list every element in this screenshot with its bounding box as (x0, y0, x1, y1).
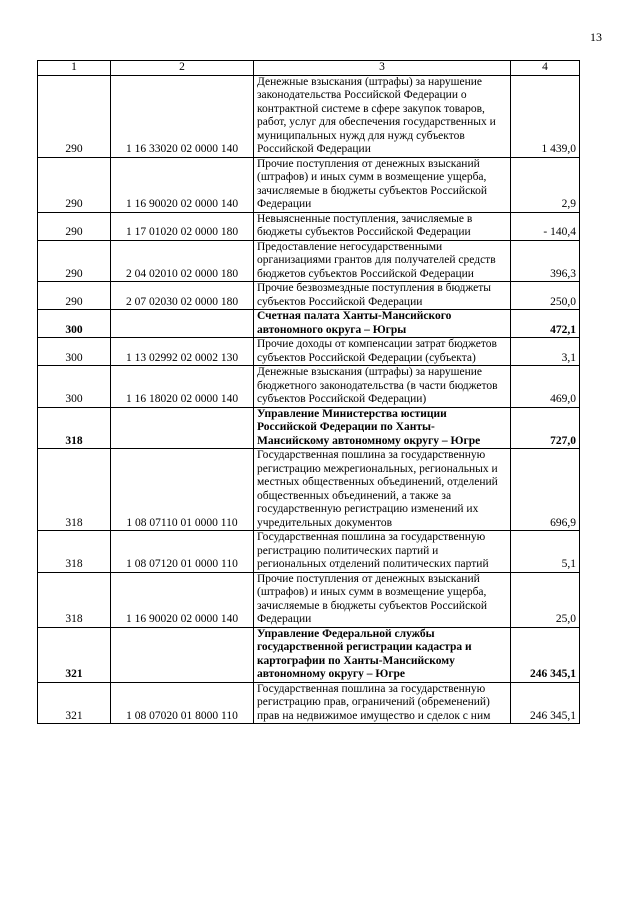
row-description-cell: Невыясненные поступления, зачисляемые в бюджеты субъектов Российской Федерации (254, 212, 511, 240)
row-amount-cell: 25,0 (511, 572, 580, 627)
row-code-cell: 300 (38, 310, 111, 338)
row-code-cell: 318 (38, 572, 111, 627)
row-code-cell: 300 (38, 338, 111, 366)
row-code-cell: 318 (38, 407, 111, 449)
table-row (38, 75, 580, 157)
row-kbk-cell: 1 16 18020 02 0000 140 (111, 366, 254, 408)
row-description-cell: Управление Федеральной службы государственной регистрации кадастра и картографии по Ханты-Мансийскому автономному округу – Югре (254, 627, 511, 682)
table-body (38, 75, 580, 724)
row-description-cell: Прочие поступления от денежных взысканий (штрафов) и иных сумм в возмещение ущерба, зачисляемые в бюджеты субъектов Российской Федерации (254, 572, 511, 627)
row-amount-cell: 396,3 (511, 240, 580, 282)
table-row (38, 338, 580, 366)
row-amount-cell: 5,1 (511, 531, 580, 573)
column-header-4: 4 (511, 61, 580, 76)
table-header (38, 61, 580, 76)
row-kbk-cell (111, 627, 254, 682)
row-code-cell: 290 (38, 240, 111, 282)
row-kbk-cell: 1 08 07020 01 8000 110 (111, 682, 254, 724)
row-kbk-cell: 2 07 02030 02 0000 180 (111, 282, 254, 310)
column-header-3: 3 (254, 61, 511, 76)
row-code-cell: 318 (38, 449, 111, 531)
row-kbk-cell: 2 04 02010 02 0000 180 (111, 240, 254, 282)
table-row (38, 282, 580, 310)
row-amount-cell: 472,1 (511, 310, 580, 338)
row-description-cell: Денежные взыскания (штрафы) за нарушение бюджетного законодательства (в части бюджетов субъектов Российской Федерации) (254, 366, 511, 408)
row-code-cell: 321 (38, 627, 111, 682)
row-code-cell: 300 (38, 366, 111, 408)
row-description-cell: Денежные взыскания (штрафы) за нарушение законодательства Российской Федерации о контрактной системе в сфере закупок товаров, работ, услуг для обеспечения государственных и муниципальных нужд для нужд субъектов Российской Федерации (254, 75, 511, 157)
row-description-cell: Государственная пошлина за государственную регистрацию межрегиональных, региональных и местных общественных объединений, отделений общественных объединений, а также за государственную регистрацию изменений их учредительных документов (254, 449, 511, 531)
row-description-cell: Счетная палата Ханты-Мансийского автономного округа – Югры (254, 310, 511, 338)
row-amount-cell: - 140,4 (511, 212, 580, 240)
row-code-cell: 290 (38, 282, 111, 310)
table-row (38, 157, 580, 212)
row-code-cell: 290 (38, 212, 111, 240)
row-description-cell: Прочие поступления от денежных взысканий (штрафов) и иных сумм в возмещение ущерба, зачисляемые в бюджеты субъектов Российской Федерации (254, 157, 511, 212)
row-amount-cell: 3,1 (511, 338, 580, 366)
table-row (38, 572, 580, 627)
row-description-cell: Прочие доходы от компенсации затрат бюджетов субъектов Российской Федерации (субъекта) (254, 338, 511, 366)
row-kbk-cell: 1 16 90020 02 0000 140 (111, 157, 254, 212)
row-amount-cell: 469,0 (511, 366, 580, 408)
row-kbk-cell (111, 407, 254, 449)
table-row (38, 212, 580, 240)
row-description-cell: Государственная пошлина за государственную регистрацию прав, ограничений (обременений) прав на недвижимое имущество и сделок с ним (254, 682, 511, 724)
row-description-cell: Государственная пошлина за государственную регистрацию политических партий и региональных отделений политических партий (254, 531, 511, 573)
row-amount-cell: 246 345,1 (511, 627, 580, 682)
row-amount-cell: 246 345,1 (511, 682, 580, 724)
column-header-1: 1 (38, 61, 111, 76)
row-kbk-cell: 1 17 01020 02 0000 180 (111, 212, 254, 240)
revenue-table (37, 60, 580, 724)
row-kbk-cell: 1 16 33020 02 0000 140 (111, 75, 254, 157)
table-row-section (38, 407, 580, 449)
row-amount-cell: 2,9 (511, 157, 580, 212)
row-description-cell: Управление Министерства юстиции Российской Федерации по Ханты-Мансийскому автономному округу – Югре (254, 407, 511, 449)
table-row (38, 366, 580, 408)
row-amount-cell: 250,0 (511, 282, 580, 310)
row-description-cell: Прочие безвозмездные поступления в бюджеты субъектов Российской Федерации (254, 282, 511, 310)
row-amount-cell: 727,0 (511, 407, 580, 449)
row-code-cell: 290 (38, 157, 111, 212)
row-amount-cell: 1 439,0 (511, 75, 580, 157)
row-code-cell: 321 (38, 682, 111, 724)
row-kbk-cell: 1 16 90020 02 0000 140 (111, 572, 254, 627)
table-row (38, 682, 580, 724)
row-description-cell: Предоставление негосударственными организациями грантов для получателей средств бюджетов субъектов Российской Федерации (254, 240, 511, 282)
table-row (38, 531, 580, 573)
table-row (38, 449, 580, 531)
page-number: 13 (590, 30, 602, 44)
row-kbk-cell: 1 08 07120 01 0000 110 (111, 531, 254, 573)
table-row-section (38, 310, 580, 338)
row-kbk-cell: 1 08 07110 01 0000 110 (111, 449, 254, 531)
row-kbk-cell (111, 310, 254, 338)
table-row-section (38, 627, 580, 682)
column-header-2: 2 (111, 61, 254, 76)
table-row (38, 240, 580, 282)
row-code-cell: 290 (38, 75, 111, 157)
row-kbk-cell: 1 13 02992 02 0002 130 (111, 338, 254, 366)
row-amount-cell: 696,9 (511, 449, 580, 531)
row-code-cell: 318 (38, 531, 111, 573)
